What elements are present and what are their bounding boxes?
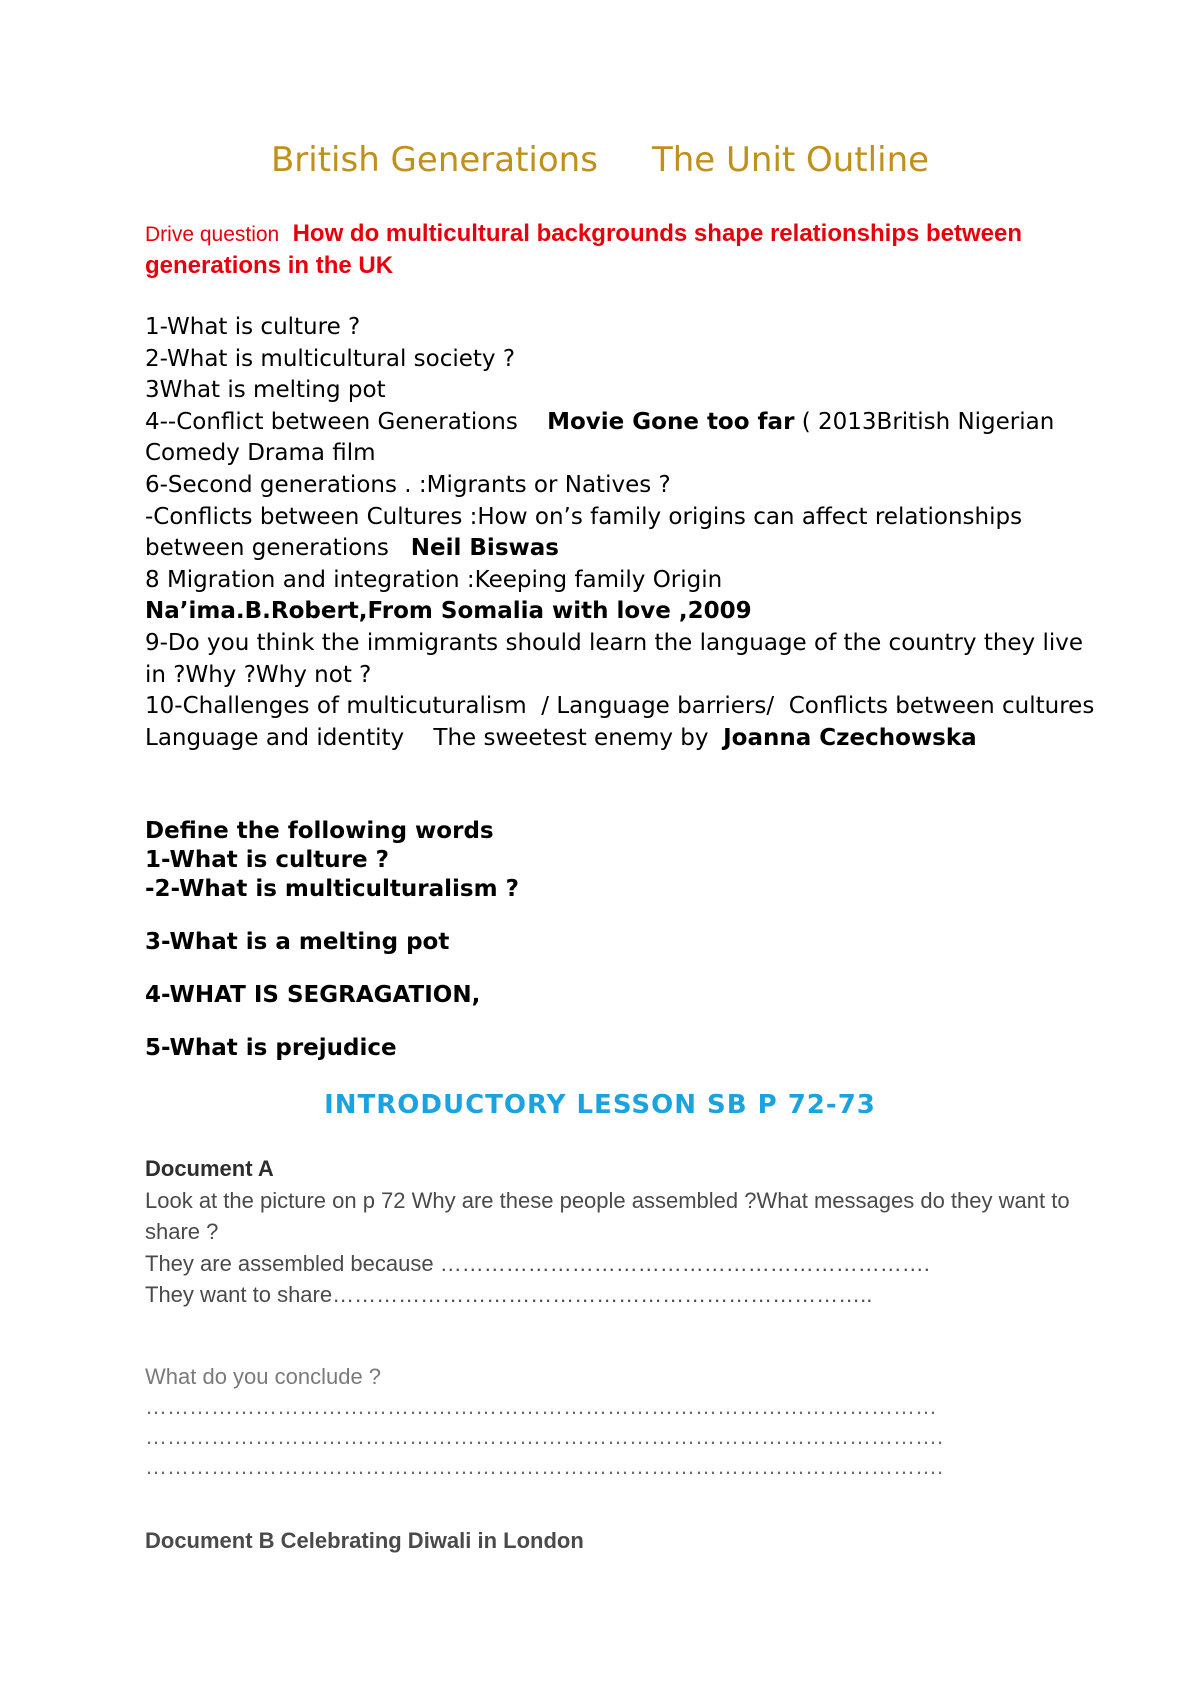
outline-item	[145, 502, 1105, 565]
answer-line: They are assembled because ………………………………………………………….	[145, 1250, 930, 1276]
answer-line: They want to share………………………………………………………………..	[145, 1282, 873, 1307]
outline-item: 3What is melting pot	[145, 377, 386, 404]
outline-item-text: Language and identity The sweetest enemy by	[145, 724, 724, 751]
define-item: -2-What is multiculturalism ?	[145, 876, 519, 902]
outline-item-emphasis: Joanna Czechowska	[723, 724, 977, 751]
dotted-answer-line: ……………………………………………………………………………………………….	[145, 1424, 944, 1449]
conclusion-section	[145, 1362, 1065, 1482]
dotted-answer-line: ……………………………………………………………………………………………….	[145, 1454, 944, 1479]
define-item: 5-What is prejudice	[145, 1035, 397, 1061]
outline-item: 9-Do you think the immigrants should learn the language of the country they live in ?Why ?Why not ?	[145, 629, 1091, 688]
outline-item: 2-What is multicultural society ?	[145, 345, 516, 372]
outline-item: 1-What is culture ?	[145, 314, 361, 340]
outline-item-text: ( 2013British Nigerian Comedy Drama film	[145, 408, 1069, 467]
drive-question-label: Drive question	[145, 223, 280, 246]
define-item: 4-WHAT IS SEGRAGATION,	[145, 982, 481, 1008]
outline-item	[145, 596, 1105, 628]
outline-item-text: -Conflicts between Cultures :How on’s family origins can affect relationships between generations	[145, 503, 1030, 562]
conclusion-question: What do you conclude ?	[145, 1364, 382, 1389]
outline-item-emphasis: Na’ima.B.Robert,From Somalia with love ,2009	[145, 598, 752, 625]
define-words-section	[145, 817, 1105, 1063]
document-a-question: Look at the picture on p 72 Why are these people assembled ?What messages do they want to share ?	[145, 1187, 1070, 1244]
outline-item-emphasis: Neil Biswas	[410, 535, 559, 562]
introductory-lesson-heading: INTRODUCTORY LESSON SB P 72-73	[324, 1090, 876, 1120]
dotted-answer-line: ………………………………………………………………………………………………	[145, 1394, 937, 1419]
outline-item: 8 Migration and integration :Keeping family Origin	[145, 566, 723, 593]
define-item: 1-What is culture ?	[145, 847, 389, 873]
outline-item: 6-Second generations . :Migrants or Natives ?	[145, 471, 671, 498]
page-title: British Generations The Unit Outline	[270, 140, 930, 180]
unit-outline	[145, 312, 1105, 754]
outline-item-text: 4--Conflict between Generations	[145, 408, 548, 435]
document-b-heading: Document B Celebrating Diwali in London	[145, 1528, 584, 1553]
outline-item	[145, 723, 1105, 755]
define-item: 3-What is a melting pot	[145, 929, 450, 955]
define-heading: Define the following words	[145, 818, 494, 844]
drive-question-text: How do multicultural backgrounds shape relationships between generations in the UK	[145, 220, 1023, 279]
drive-question	[145, 218, 1105, 281]
outline-item: 10-Challenges of multicuturalism / Language barriers/ Conflicts between cultures	[145, 693, 1095, 720]
outline-item	[145, 407, 1105, 470]
outline-item-emphasis: Movie Gone too far	[547, 408, 795, 435]
document-a-heading: Document A	[145, 1156, 274, 1181]
document-a-section	[145, 1153, 1105, 1311]
